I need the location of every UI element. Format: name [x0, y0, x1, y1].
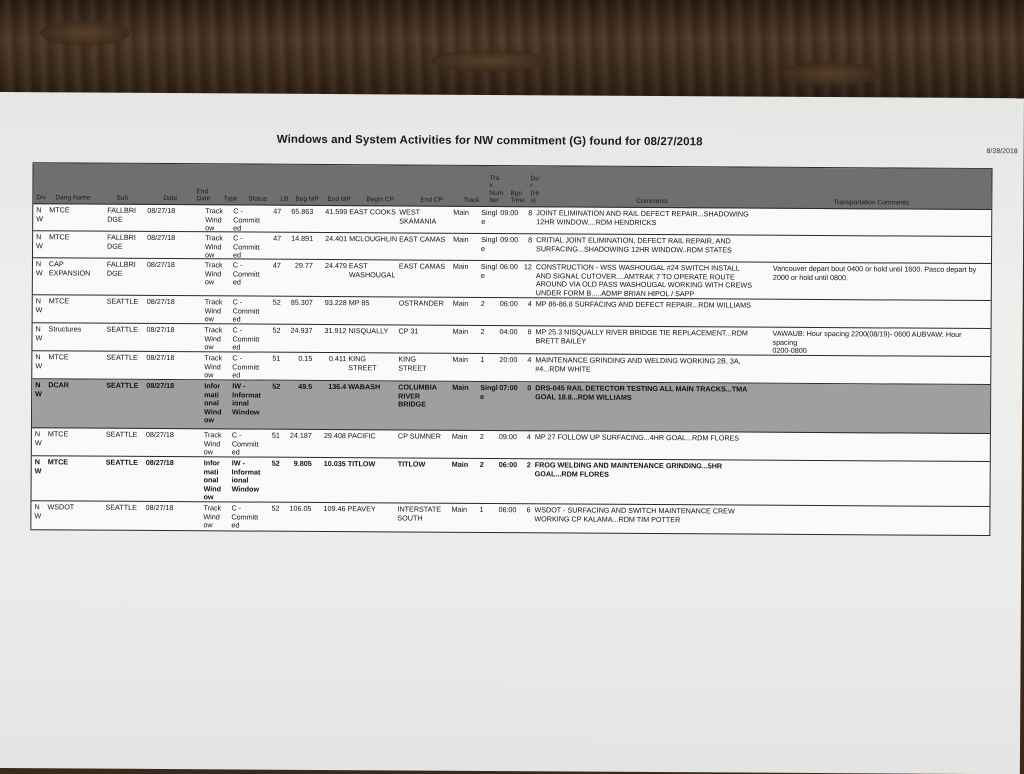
cell-end-mp: 29.408 [323, 430, 346, 441]
cell-sub: SEATTLE [105, 429, 138, 439]
table-row-highlighted [32, 379, 990, 434]
cell-dang-name: WSDOT [47, 502, 75, 512]
cell-trax-number: 2 [479, 459, 484, 469]
cell-comments: CRITIAL JOINT ELIMINATION, DEFECT RAIL REPAIR, AND SURFACING...SHADOWING 12HR WINDOW..RDM STATES [536, 235, 732, 255]
cell-trax-number: Singl e [481, 234, 498, 253]
cell-date: 08/27/18 [146, 324, 175, 335]
cell-beg-mp: 49.5 [298, 381, 313, 391]
cell-dang-name: MTCE [48, 352, 69, 362]
cell-comments: MAINTENANCE GRINDING AND WELDING WORKING 2B, 3A, #4...RDM WHITE [535, 355, 741, 374]
cell-dang-name: MTCE [49, 232, 70, 242]
cell-type: Track Wind ow [204, 260, 223, 287]
cell-sub: FALLBRI DGE [107, 232, 136, 251]
cell-bgn-time: 06:00 [499, 262, 518, 272]
cell-transportation-comments [772, 386, 986, 387]
cell-beg-mp: 65.863 [291, 206, 314, 216]
cell-date: 08/27/18 [145, 457, 174, 468]
cell-end-cp: INTERSTATE SOUTH [397, 504, 442, 523]
header-end-mp: End MP [327, 195, 351, 203]
cell-duration: 0 [527, 383, 532, 393]
cell-end-cp: OSTRANDER [398, 298, 444, 308]
cell-date: 08/27/18 [145, 429, 174, 440]
cell-begin-cp: MP 85 [348, 298, 370, 308]
cell-div: N W [35, 296, 43, 314]
cell-lb: 47 [272, 260, 281, 270]
header-transportation-comments: Transportation Comments [833, 198, 910, 207]
cell-dang-name: CAP EXPANSION [48, 259, 91, 278]
cell-transportation-comments [773, 238, 987, 239]
cell-bgn-time: 04:00 [499, 327, 518, 337]
cell-begin-cp: EAST COOKS [349, 207, 396, 217]
cell-end-mp: 109.46 [323, 503, 346, 514]
cell-begin-cp: MCLOUGHLIN [349, 234, 398, 244]
cell-duration: 8 [528, 208, 533, 218]
cell-bgn-time: 09:00 [500, 208, 519, 218]
cell-lb: 47 [273, 233, 282, 243]
header-div: Div [36, 194, 46, 202]
header-date: Date [163, 194, 178, 202]
cell-transportation-comments: VAWAUB: Hour spacing 2200(08/19)- 0600 AUBVAW: Hour spacing 0200-0800 [772, 328, 962, 356]
cell-track: Main [453, 234, 469, 244]
cell-type: Track Wind ow [204, 353, 223, 380]
header-status: Status [248, 195, 268, 203]
header-begin-cp: Begin CP [366, 196, 395, 204]
cell-begin-cp: WABASH [348, 382, 381, 392]
cell-status: IW - Informat ional Window [232, 381, 261, 417]
cell-comments: DRS-045 RAIL DETECTOR TESTING ALL MAIN TRACKS...TMA GOAL 18.8...RDM WILLIAMS [535, 383, 748, 402]
cell-sub: FALLBRI DGE [107, 205, 137, 224]
cell-end-mp: 10.035 [323, 458, 346, 469]
cell-lb: 52 [271, 458, 280, 468]
header-track: Track [463, 196, 480, 204]
cell-end-cp: COLUMBIA RIVER BRIDGE [398, 382, 437, 409]
cell-comments: MP 25.3 NISQUALLY RIVER BRIDGE TIE REPLACEMENT...RDM BRETT BAILEY [535, 327, 748, 346]
cell-date: 08/27/18 [147, 232, 176, 243]
cell-track: Main [452, 326, 469, 336]
cell-type: Track Wind ow [203, 503, 222, 530]
table-row [32, 456, 990, 507]
cell-beg-mp: 29.77 [294, 260, 313, 270]
cell-begin-cp: TITLOW [347, 459, 376, 469]
cell-begin-cp: PACIFIC [347, 431, 376, 441]
cell-end-mp: 24.401 [325, 233, 348, 244]
cell-dang-name: DCAR [48, 380, 70, 390]
cell-dang-name: Structures [48, 324, 82, 334]
cell-end-cp: WEST SKAMANIA [399, 207, 437, 226]
cell-status: IW - Informat ional Window [231, 458, 261, 494]
cell-transportation-comments [772, 358, 986, 359]
cell-div: N W [34, 429, 42, 447]
cell-status: C - Committ ed [232, 325, 260, 352]
cell-lb: 51 [271, 430, 280, 440]
cell-end-cp: EAST CAMAS [399, 234, 446, 244]
cell-track: Main [452, 261, 469, 271]
cell-bgn-time: 09:00 [500, 235, 519, 245]
cell-begin-cp: EAST WASHOUGAL [348, 261, 396, 280]
cell-type: Infor mati onal Wind ow [203, 381, 222, 425]
cell-type: Track Wind ow [204, 325, 223, 352]
header-end-date: End Date [196, 187, 211, 203]
cell-trax-number: 2 [479, 431, 484, 441]
header-bgn-time: Bgn Time [510, 189, 525, 205]
cell-beg-mp: 0.15 [298, 353, 313, 363]
cell-transportation-comments [772, 435, 986, 436]
cell-div: N W [35, 352, 43, 370]
cell-sub: FALLBRI DGE [106, 259, 136, 278]
cell-track: Main [452, 354, 468, 364]
cell-transportation-comments [771, 508, 985, 509]
cell-begin-cp: PEAVEY [347, 504, 376, 514]
cell-div: N W [36, 232, 43, 250]
cell-trax-number: 1 [480, 354, 485, 364]
cell-status: C - Committ ed [231, 503, 259, 530]
cell-end-mp: 24.479 [324, 260, 347, 271]
cell-track: Main [451, 504, 468, 514]
table-header [33, 163, 991, 210]
cell-end-cp: EAST CAMAS [398, 261, 446, 271]
cell-lb: 47 [273, 206, 282, 216]
cell-status: C - Committ ed [232, 233, 260, 260]
header-dang-name: Dang Name [55, 194, 91, 202]
header-comments: Comments [636, 197, 669, 205]
cell-trax-number: Singl e [481, 207, 498, 226]
cell-duration: 8 [527, 327, 532, 337]
cell-track: Main [453, 207, 469, 217]
cell-comments: CONSTRUCTION - WSS WASHOUGAL #24 SWITCH INSTALL AND SIGNAL CUTOVER....AMTRAK 7 TO OPERATE ROUTE AROUND VIA OLD PASS WASHOUGAL WORKING WITH CREWS UNDER FORM B.....ADMP BRIAN HIPOL / SAPP [535, 262, 753, 299]
cell-transportation-comments [772, 463, 986, 464]
cell-sub: SEATTLE [105, 457, 138, 467]
cell-beg-mp: 14.891 [291, 233, 314, 243]
cell-div: N W [34, 457, 42, 475]
cell-track: Main [452, 382, 469, 392]
printed-document [0, 92, 1024, 774]
cell-duration: 4 [526, 432, 531, 442]
cell-end-mp: 31.912 [324, 325, 347, 336]
cell-trax-number: 1 [479, 504, 484, 514]
cell-track: Main [451, 431, 468, 441]
cell-begin-cp: KING STREET [348, 354, 377, 372]
cell-beg-mp: 9.805 [293, 458, 312, 468]
header-end-cp: End CP [420, 196, 444, 204]
cell-end-cp: TITLOW [397, 459, 426, 469]
cell-beg-mp: 85.307 [290, 297, 313, 307]
cell-sub: SEATTLE [106, 296, 139, 306]
cell-sub: SEATTLE [106, 352, 138, 362]
header-beg-mp: Beg MP [295, 195, 319, 203]
activities-table [30, 162, 992, 536]
cell-lb: 52 [272, 297, 281, 307]
cell-trax-number: 2 [480, 326, 485, 336]
cell-lb: 52 [271, 503, 280, 513]
cell-comments: MP 86-86.8 SURFACING AND DEFECT REPAIR...RDM WILLIAMS [535, 299, 752, 310]
cell-beg-mp: 24.187 [289, 430, 312, 440]
cell-bgn-time: 20:00 [499, 355, 518, 365]
cell-dang-name: MTCE [49, 205, 70, 215]
cell-sub: SEATTLE [105, 502, 137, 512]
cell-end-cp: CP SUMNER [397, 431, 441, 441]
cell-end-mp: 136.4 [328, 382, 347, 392]
cell-status: C - Committ ed [232, 353, 260, 380]
wood-knot [40, 20, 130, 46]
cell-bgn-time: 07:00 [499, 383, 518, 393]
cell-date: 08/27/18 [145, 502, 174, 513]
cell-beg-mp: 106.05 [289, 503, 312, 513]
cell-transportation-comments [773, 302, 987, 303]
table-row [31, 501, 989, 535]
cell-track: Main [451, 459, 469, 469]
cell-status: C - Committ ed [231, 430, 259, 457]
cell-div: N W [34, 502, 42, 520]
table-row [33, 258, 991, 301]
cell-div: N W [35, 259, 43, 277]
cell-end-cp: KING STREET [398, 354, 427, 373]
cell-div: N W [35, 380, 42, 398]
wood-knot [430, 50, 550, 72]
cell-end-mp: 41.599 [325, 206, 348, 217]
cell-duration: 12 [523, 262, 532, 272]
print-date: 8/28/2018 [986, 148, 1018, 156]
cell-type: Track Wind ow [203, 430, 222, 457]
cell-bgn-time: 06:00 [499, 299, 518, 309]
cell-dang-name: MTCE [47, 457, 69, 467]
cell-div: N W [36, 205, 44, 223]
cell-end-mp: 93.228 [324, 297, 347, 308]
cell-transportation-comments [773, 211, 987, 212]
cell-date: 08/27/18 [146, 380, 175, 391]
cell-lb: 52 [272, 325, 281, 335]
cell-date: 08/27/18 [146, 259, 175, 270]
cell-date: 08/27/18 [147, 205, 176, 216]
cell-track: Main [452, 298, 469, 308]
cell-bgn-time: 06:00 [498, 505, 517, 515]
cell-trax-number: Singl e [480, 382, 498, 401]
cell-trax-number: Singl e [480, 261, 497, 280]
document-title: Windows and System Activities for NW commitment (G) found for 08/27/2018 [276, 133, 703, 149]
cell-dang-name: MTCE [48, 296, 70, 306]
cell-lb: 51 [272, 353, 281, 363]
cell-type: Track Wind ow [204, 297, 223, 324]
cell-comments: JOINT ELIMINATION AND RAIL DEFECT REPAIR...SHADOWING 12HR WINDOW....RDM HENDRICKS [536, 208, 749, 227]
cell-comments: FROG WELDING AND MAINTENANCE GRINDING...5HR GOAL...RDM FLORES [534, 460, 723, 479]
cell-dang-name: MTCE [47, 429, 69, 439]
cell-date: 08/27/18 [146, 352, 175, 363]
header-trax-number: Tra x Num ber [489, 175, 504, 204]
cell-duration: 6 [526, 505, 531, 515]
cell-lb: 52 [272, 381, 281, 391]
cell-duration: 2 [526, 460, 531, 470]
cell-type: Track Wind ow [204, 233, 223, 260]
header-type: Type [223, 195, 238, 203]
cell-duration: 8 [528, 235, 533, 245]
cell-comments: WSDOT - SURFACING AND SWITCH MAINTENANCE CREW WORKING CP KALAMA...RDM TIM POTTER [534, 505, 735, 524]
cell-status: C - Committ ed [232, 297, 260, 324]
header-duration: Du r (Hr s) [530, 175, 540, 205]
cell-sub: SEATTLE [106, 324, 139, 334]
cell-bgn-time: 09:00 [498, 432, 517, 442]
header-lb: LB [280, 195, 289, 203]
cell-bgn-time: 06:00 [498, 460, 518, 470]
cell-status: C - Committ ed [232, 260, 260, 287]
cell-trax-number: 2 [480, 298, 485, 308]
cell-end-cp: CP 31 [398, 326, 419, 336]
wood-knot [780, 62, 880, 86]
cell-status: C - Committ ed [233, 206, 261, 233]
cell-begin-cp: NISQUALLY [348, 326, 389, 336]
cell-end-mp: 0.411 [328, 354, 347, 364]
cell-duration: 4 [527, 355, 532, 365]
cell-beg-mp: 24.937 [290, 325, 313, 335]
cell-transportation-comments: Vancouver depart bout 0400 or hold until 1600. Pasco depart by 2000 or hold until 0800. [772, 263, 977, 282]
cell-comments: MP 27 FOLLOW UP SURFACING...4HR GOAL...RDM FLORES [534, 432, 740, 443]
cell-duration: 4 [527, 299, 532, 309]
cell-type: Infor mati onal Wind ow [203, 458, 222, 502]
cell-div: N W [35, 324, 43, 342]
cell-date: 08/27/18 [146, 296, 175, 307]
cell-type: Track Wind ow [205, 206, 224, 233]
header-sub: Sub [116, 194, 129, 202]
cell-sub: SEATTLE [106, 380, 139, 390]
